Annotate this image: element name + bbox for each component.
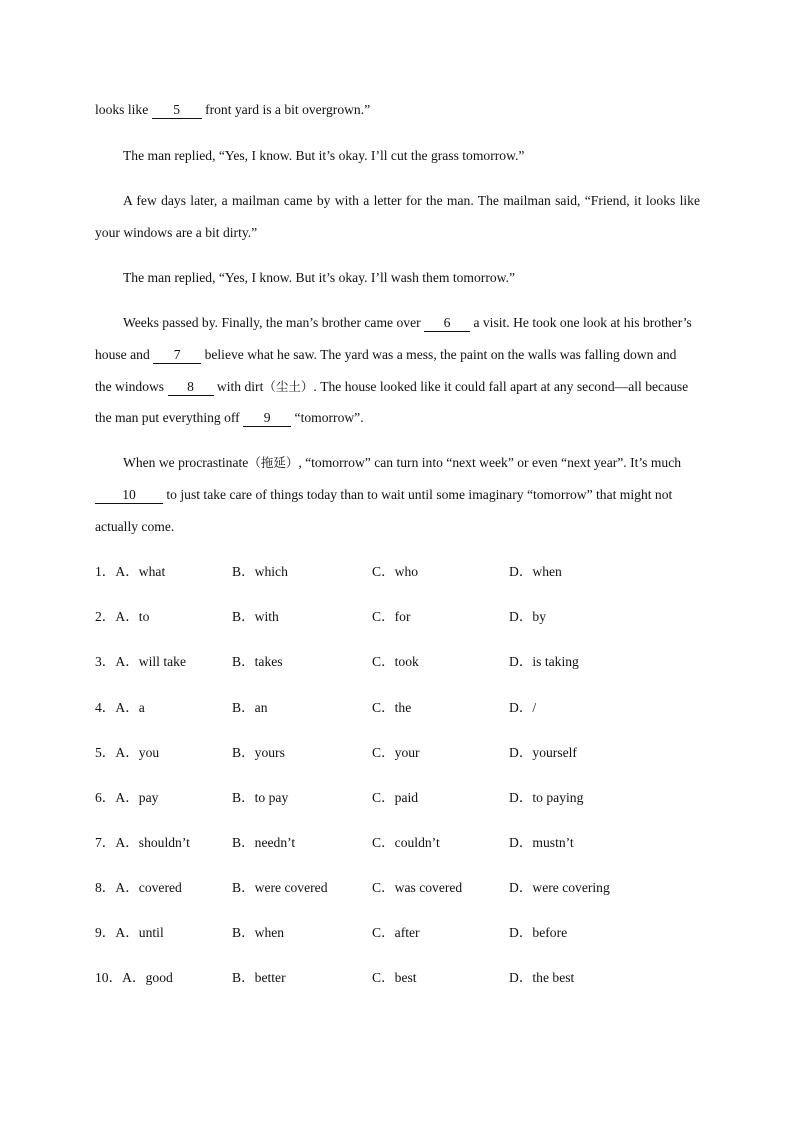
passage-line (123, 314, 700, 332)
option-b[interactable]: B．to pay (232, 790, 289, 805)
passage-line: The man replied, “Yes, I know. But it’s okay. I’ll cut the grass tomorrow.” (123, 148, 525, 163)
passage-line (95, 346, 700, 364)
question-row (95, 969, 700, 987)
passage-text: believe what he saw. The yard was a mess, the paint on the walls was falling down and (204, 347, 677, 362)
passage-line (95, 101, 700, 119)
passage-line: A few days later, a mailman came by with a letter for the man. The mailman said, “Friend, it looks like (123, 193, 700, 208)
option-a[interactable]: 9．A．until (95, 925, 164, 940)
option-a[interactable]: 7．A．shouldn’t (95, 835, 190, 850)
answer-blank-10: 10 (95, 487, 163, 504)
passage-line: your windows are a bit dirty.” (95, 225, 258, 240)
passage-text: looks like (95, 102, 149, 117)
question-row (95, 653, 700, 671)
option-b[interactable]: B．which (232, 564, 288, 579)
passage-text: When we procrastinate (123, 455, 249, 470)
question-row (95, 699, 700, 717)
passage-line (95, 486, 700, 504)
option-c[interactable]: C．best (372, 970, 417, 985)
option-a[interactable]: 3．A．will take (95, 654, 186, 669)
option-c[interactable]: C．paid (372, 790, 419, 805)
option-a[interactable]: 1．A．what (95, 564, 166, 579)
chinese-gloss: （拖延） (248, 455, 299, 470)
answer-blank-9: 9 (243, 410, 291, 427)
option-b[interactable]: B．takes (232, 654, 283, 669)
question-row (95, 744, 700, 762)
question-row (95, 563, 700, 581)
passage-text: the windows (95, 379, 165, 394)
option-b[interactable]: B．with (232, 609, 279, 624)
passage-text: to just take care of things today than to wait until some imaginary “tomorrow” that might not (166, 487, 673, 502)
option-d[interactable]: D．is taking (509, 654, 579, 669)
passage-text: house and (95, 347, 150, 362)
option-d[interactable]: D．/ (509, 700, 537, 715)
passage-text: , “tomorrow” can turn into “next week” or even “next year”. It’s much (298, 455, 682, 470)
option-a[interactable]: 5．A．you (95, 745, 160, 760)
option-b[interactable]: B．an (232, 700, 268, 715)
option-b[interactable]: B．were covered (232, 880, 328, 895)
option-b[interactable]: B．when (232, 925, 285, 940)
passage-line (95, 409, 700, 427)
passage-text: with dirt (216, 379, 264, 394)
passage-line: actually come. (95, 519, 175, 534)
option-b[interactable]: B．yours (232, 745, 285, 760)
option-a[interactable]: 8．A．covered (95, 880, 182, 895)
option-d[interactable]: D．to paying (509, 790, 584, 805)
option-a[interactable]: 4．A．a (95, 700, 145, 715)
passage-text: “tomorrow”. (294, 410, 364, 425)
answer-blank-7: 7 (153, 347, 201, 364)
option-d[interactable]: D．before (509, 925, 568, 940)
passage-line: The man replied, “Yes, I know. But it’s okay. I’ll wash them tomorrow.” (123, 270, 516, 285)
option-c[interactable]: C．the (372, 700, 412, 715)
answer-blank-5: 5 (152, 102, 202, 119)
option-b[interactable]: B．better (232, 970, 286, 985)
passage-text: . The house looked like it could fall apart at any second—all because (313, 379, 689, 394)
option-a[interactable]: 10．A．good (95, 970, 173, 985)
passage-text: a visit. He took one look at his brother’s (473, 315, 692, 330)
option-c[interactable]: C．took (372, 654, 419, 669)
question-row (95, 879, 700, 897)
passage-line (123, 454, 700, 472)
question-row (95, 834, 700, 852)
passage-text: front yard is a bit overgrown.” (205, 102, 371, 117)
option-d[interactable]: D．mustn’t (509, 835, 574, 850)
option-c[interactable]: C．for (372, 609, 411, 624)
option-c[interactable]: C．couldn’t (372, 835, 440, 850)
passage-text: the man put everything off (95, 410, 240, 425)
question-row (95, 789, 700, 807)
passage-line (95, 378, 700, 396)
option-a[interactable]: 2．A．to (95, 609, 150, 624)
option-a[interactable]: 6．A．pay (95, 790, 159, 805)
answer-blank-6: 6 (424, 315, 470, 332)
option-c[interactable]: C．was covered (372, 880, 463, 895)
answer-blank-8: 8 (168, 379, 214, 396)
option-d[interactable]: D．by (509, 609, 547, 624)
option-c[interactable]: C．who (372, 564, 419, 579)
option-d[interactable]: D．were covering (509, 880, 610, 895)
question-row (95, 924, 700, 942)
option-d[interactable]: D．when (509, 564, 562, 579)
option-c[interactable]: C．your (372, 745, 420, 760)
passage-text: Weeks passed by. Finally, the man’s brother came over (123, 315, 421, 330)
option-b[interactable]: B．needn’t (232, 835, 296, 850)
option-d[interactable]: D．the best (509, 970, 575, 985)
chinese-gloss: （尘土） (263, 379, 314, 394)
option-c[interactable]: C．after (372, 925, 420, 940)
option-d[interactable]: D．yourself (509, 745, 577, 760)
question-row (95, 608, 700, 626)
